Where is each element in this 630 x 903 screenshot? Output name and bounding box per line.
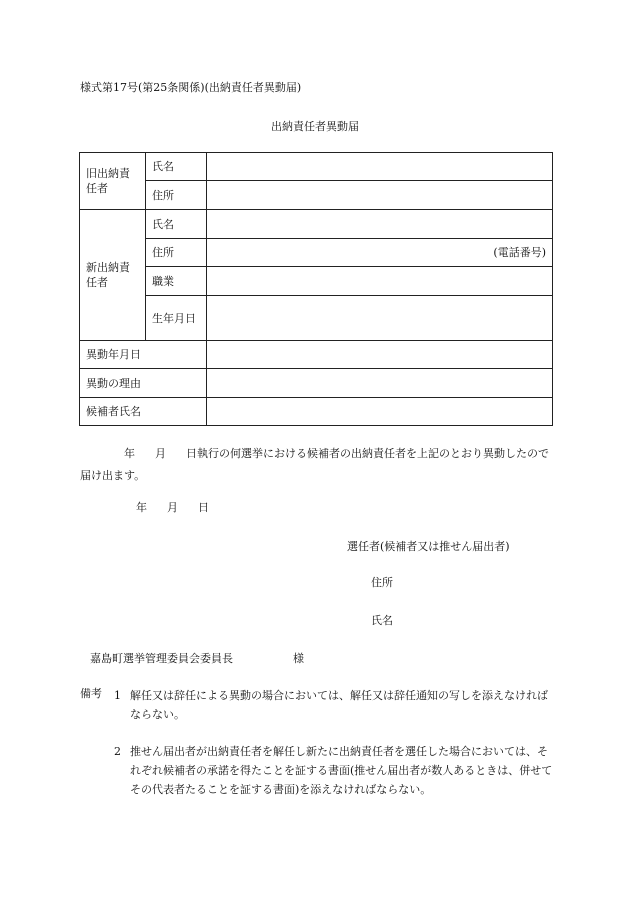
remarks-label: 備考 — [80, 687, 102, 700]
form-number: 様式第17号(第25条関係)(出納責任者異動届) — [80, 81, 302, 94]
date-day: 日 — [198, 501, 209, 514]
elector-label: 選任者(候補者又は推せん届出者) — [347, 540, 510, 553]
paragraph-day: 日 — [186, 447, 197, 460]
new-treasurer-birthdate-field[interactable] — [207, 296, 553, 341]
change-date-field[interactable] — [207, 341, 553, 369]
table-row — [80, 341, 553, 369]
remark-text: 推せん届出者が出納責任者を解任し新たに出納責任者を選任した場合においては、それぞれ候補者の承諾を得たことを証する書面(推せん届出者が数人あるときは、併せてその代表者たることを証する書面)を添えなければならない。 — [130, 745, 553, 796]
treasurer-change-table — [79, 152, 553, 426]
table-row — [80, 210, 553, 239]
addressee-name: 嘉島町選挙管理委員会委員長 — [90, 652, 233, 665]
date-year: 年 — [136, 501, 147, 514]
candidate-name-label: 候補者氏名 — [80, 398, 207, 426]
table-row — [80, 267, 553, 296]
old-treasurer-name-field[interactable] — [207, 153, 553, 181]
old-treasurer-label: 旧出納責任者 — [80, 153, 146, 210]
new-treasurer-occupation-label: 職業 — [146, 267, 207, 296]
table-row — [80, 153, 553, 181]
new-treasurer-birthdate-label: 生年月日 — [146, 296, 207, 341]
table-row — [80, 398, 553, 426]
new-treasurer-address-field[interactable] — [207, 239, 553, 267]
change-reason-label: 異動の理由 — [80, 369, 207, 398]
old-treasurer-address-label: 住所 — [146, 181, 207, 210]
table-row — [80, 369, 553, 398]
submission-date — [136, 500, 209, 515]
new-treasurer-name-field[interactable] — [207, 210, 553, 239]
remark-item — [114, 742, 554, 799]
paragraph-text: 執行の何選挙における候補者の出納責任者を上記のとおり異動したので届け出ます。 — [80, 447, 549, 482]
old-treasurer-name-label: 氏名 — [146, 153, 207, 181]
remark-text: 解任又は辞任による異動の場合においては、解任又は辞任通知の写しを添えなければならない。 — [130, 689, 548, 721]
elector-address-label: 住所 — [371, 576, 393, 589]
date-month: 月 — [167, 501, 178, 514]
table-row — [80, 239, 553, 267]
paragraph-year: 年 — [124, 447, 135, 460]
candidate-name-field[interactable] — [207, 398, 553, 426]
new-treasurer-label: 新出納責任者 — [80, 210, 146, 341]
old-treasurer-address-field[interactable] — [207, 181, 553, 210]
new-treasurer-address-label: 住所 — [146, 239, 207, 267]
elector-name-label: 氏名 — [371, 614, 393, 627]
remark-item — [114, 686, 554, 724]
change-reason-field[interactable] — [207, 369, 553, 398]
remark-number: 1 — [114, 689, 121, 702]
paragraph-month: 月 — [155, 447, 166, 460]
table-row — [80, 296, 553, 341]
phone-number-label: (電話番号) — [493, 246, 546, 259]
table-row — [80, 181, 553, 210]
document-title: 出納責任者異動届 — [271, 120, 359, 133]
new-treasurer-occupation-field[interactable] — [207, 267, 553, 296]
addressee — [90, 651, 304, 666]
new-treasurer-name-label: 氏名 — [146, 210, 207, 239]
declaration-paragraph — [80, 443, 552, 487]
remark-number: 2 — [114, 745, 121, 758]
addressee-honorific: 様 — [293, 652, 304, 665]
change-date-label: 異動年月日 — [80, 341, 207, 369]
